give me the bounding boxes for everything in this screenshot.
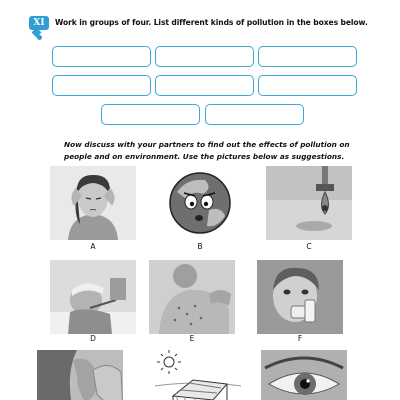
badge-dot-decoration [37, 35, 42, 40]
exercise-number-badge: XI [29, 16, 49, 30]
discussion-prompt: Now discuss with your partners to find out the effects of pollution on people and on environment. Use the pictures below as suggestions. [64, 140, 350, 161]
answer-box-4[interactable] [52, 75, 151, 96]
skin-rash-back-photo [149, 260, 235, 334]
sick-earth-cartoon [157, 166, 243, 240]
answer-box-7[interactable] [101, 104, 200, 125]
answer-box-5[interactable] [155, 75, 254, 96]
polluted-water-drop-photo [266, 166, 352, 240]
hand-to-ear-photo [37, 350, 123, 400]
headache-woman-photo [50, 166, 136, 240]
picture-label-b: B [197, 242, 203, 251]
exercise-instruction: Work in groups of four. List different kinds of pollution in the boxes below. [55, 18, 368, 27]
eye-closeup-photo [261, 350, 347, 400]
child-inhaler-photo [257, 260, 343, 334]
greenhouse-sun-drawing [155, 350, 241, 400]
fever-thermometer-photo [50, 260, 136, 334]
picture-label-e: E [189, 334, 195, 343]
answer-box-8[interactable] [205, 104, 304, 125]
picture-label-a: A [90, 242, 96, 251]
picture-label-c: C [306, 242, 312, 251]
picture-label-d: D [90, 334, 96, 343]
answer-box-1[interactable] [52, 46, 151, 67]
answer-box-3[interactable] [258, 46, 357, 67]
picture-label-f: F [297, 334, 303, 343]
answer-box-6[interactable] [258, 75, 357, 96]
answer-box-2[interactable] [155, 46, 254, 67]
